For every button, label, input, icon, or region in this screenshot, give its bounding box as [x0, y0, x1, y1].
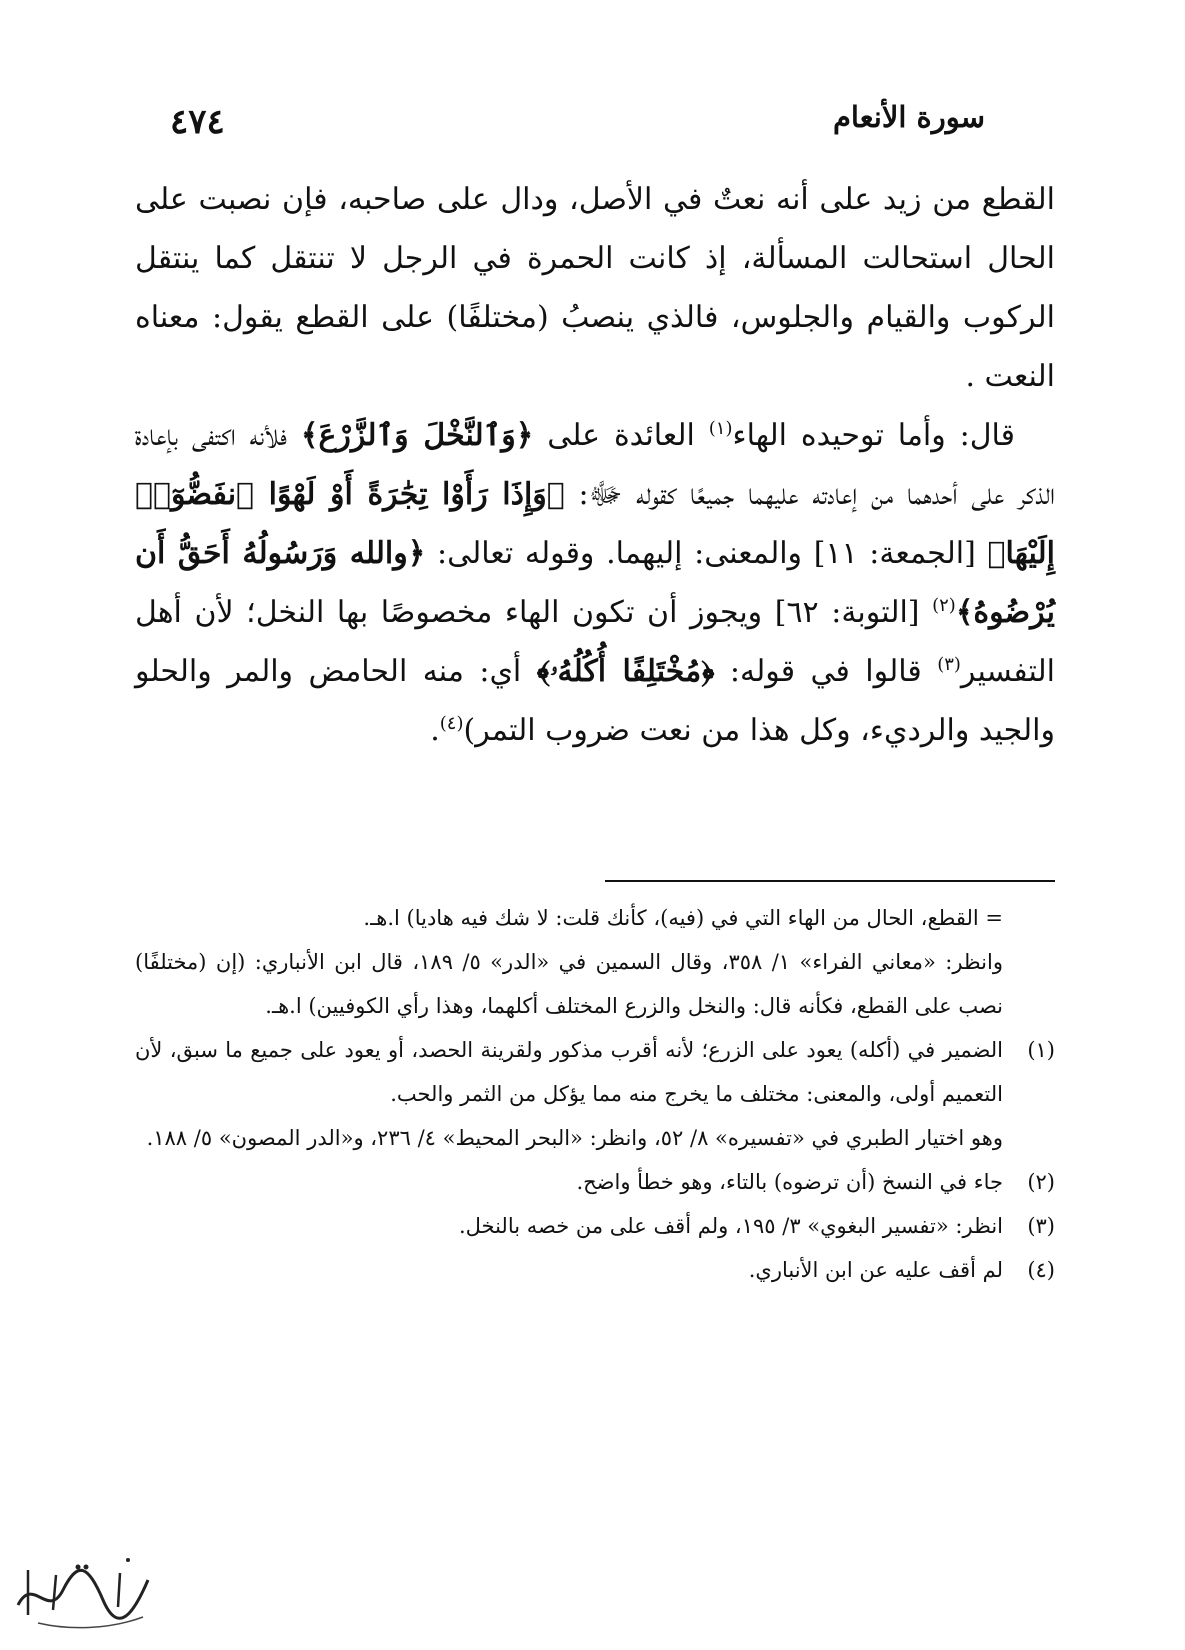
text-segment: قال: وأما توحيده الهاء — [732, 418, 1015, 453]
footnote-number: (٢) — [1027, 1170, 1055, 1194]
text-segment: . — [430, 713, 440, 748]
footnote-number: (١) — [1027, 1038, 1055, 1062]
page-number: ٤٧٤ — [170, 102, 225, 142]
footnote-continuation — [135, 896, 1055, 1028]
text-segment: أي: منه الحامض والمر والحلو والجيد والرديء، وكل هذا من نعت ضروب التمر) — [135, 654, 1055, 748]
footnotes — [135, 896, 1055, 1292]
footnote-number: (٤) — [1027, 1258, 1055, 1282]
quran-verse: ﴿وَإِذَا رَأَوْا تِجَٰرَةً أَوْ لَهْوًا ٱنفَضُّوٓا۟ إِلَيْهَا﴾ — [135, 477, 1055, 571]
footnote-text: انظر: «تفسير البغوي» ٣/ ١٩٥، ولم أقف على من خصه بالنخل. — [458, 1214, 1003, 1238]
footnote-text: وهو اختيار الطبري في «تفسيره» ٨/ ٥٢، وانظر: «البحر المحيط» ٤/ ٢٣٦، و«الدر المصون» ٥/ ١٨٨. — [146, 1126, 1003, 1150]
footnote-ref-4[interactable]: (٤) — [439, 713, 464, 734]
quran-verse: ﴿وَٱلنَّخْلَ وَٱلزَّرْعَ﴾ — [300, 418, 534, 453]
paragraph-1: القطع من زيد على أنه نعتٌ في الأصل، ودال على صاحبه، فإن نصبت على الحال استحالت المسألة، إذ كانت الحمرة في الرجل لا تنتقل كما ينتقل الركوب والقيام والجلوس، فالذي ينصبُ (مختلفًا) على القطع يقول: معناه النعت . — [135, 182, 1055, 394]
surah-title: سورة الأنعام — [832, 100, 985, 134]
footnote-text: وانظر: «معاني الفراء» ١/ ٣٥٨، وقال السمين في «الدر» ٥/ ١٨٩، قال ابن الأنباري: (إن (مختلفًا) نصب على القطع، فكأنه قال: والنخل والزرع المختلف أكلهما، وهذا رأي الكوفيين) ا.هـ. — [135, 950, 1003, 1018]
footnote-number: (٣) — [1027, 1214, 1055, 1238]
footnote-ref-2[interactable]: (٢) — [932, 595, 956, 616]
footnote-1 — [135, 1028, 1055, 1160]
text-segment: فلأنه اكتفى بإعادة الذكر على أحدهما من إعادته عليهما جميعًا كقوله ﷻ: — [135, 418, 1055, 512]
footnote-2 — [135, 1160, 1055, 1204]
footnote-text: = القطع، الحال من الهاء التي في (فيه)، كأنك قلت: لا شك فيه هاديا) ا.هـ. — [363, 906, 1003, 930]
footnote-text: جاء في النسخ (أن ترضوه) بالتاء، وهو خطأ واضح. — [576, 1170, 1003, 1194]
text-segment: [الجمعة: ١١] والمعنى: إليهما. وقوله تعالى: — [425, 536, 988, 571]
page-header — [170, 92, 985, 152]
footnote-3 — [135, 1204, 1055, 1248]
footnote-text: لم أقف عليه عن ابن الأنباري. — [748, 1258, 1003, 1282]
footnote-ref-1[interactable]: (١) — [708, 418, 733, 439]
main-text — [135, 170, 1055, 760]
quran-verse: ﴿والله وَرَسُولُهُ أَحَقُّ أَن يُرْضُوهُ﴾ — [135, 536, 1055, 630]
text-segment: العائدة على — [533, 418, 709, 453]
text-segment: [التوبة: ٦٢] ويجوز أن تكون الهاء مخصوصًا بها النخل؛ لأن أهل التفسير — [135, 595, 1055, 689]
footnote-divider — [605, 880, 1055, 882]
text-segment: قالوا في قوله: — [714, 654, 938, 689]
footnote-4 — [135, 1248, 1055, 1292]
footnote-ref-3[interactable]: (٣) — [937, 654, 961, 675]
quran-verse: ﴿مُخْتَلِفًا أُكُلُهُۥ﴾ — [536, 654, 715, 689]
paragraph-2 — [135, 406, 1055, 760]
footnote-text: الضمير في (أكله) يعود على الزرع؛ لأنه أقرب مذكور ولقرينة الحصد، أو يعود على جميع ما سبق، لأن التعميم أولى، والمعنى: مختلف ما يخرج منه مما يؤكل من الثمر والحب. — [135, 1038, 1003, 1106]
calligraphy-logo-icon — [8, 1545, 158, 1635]
